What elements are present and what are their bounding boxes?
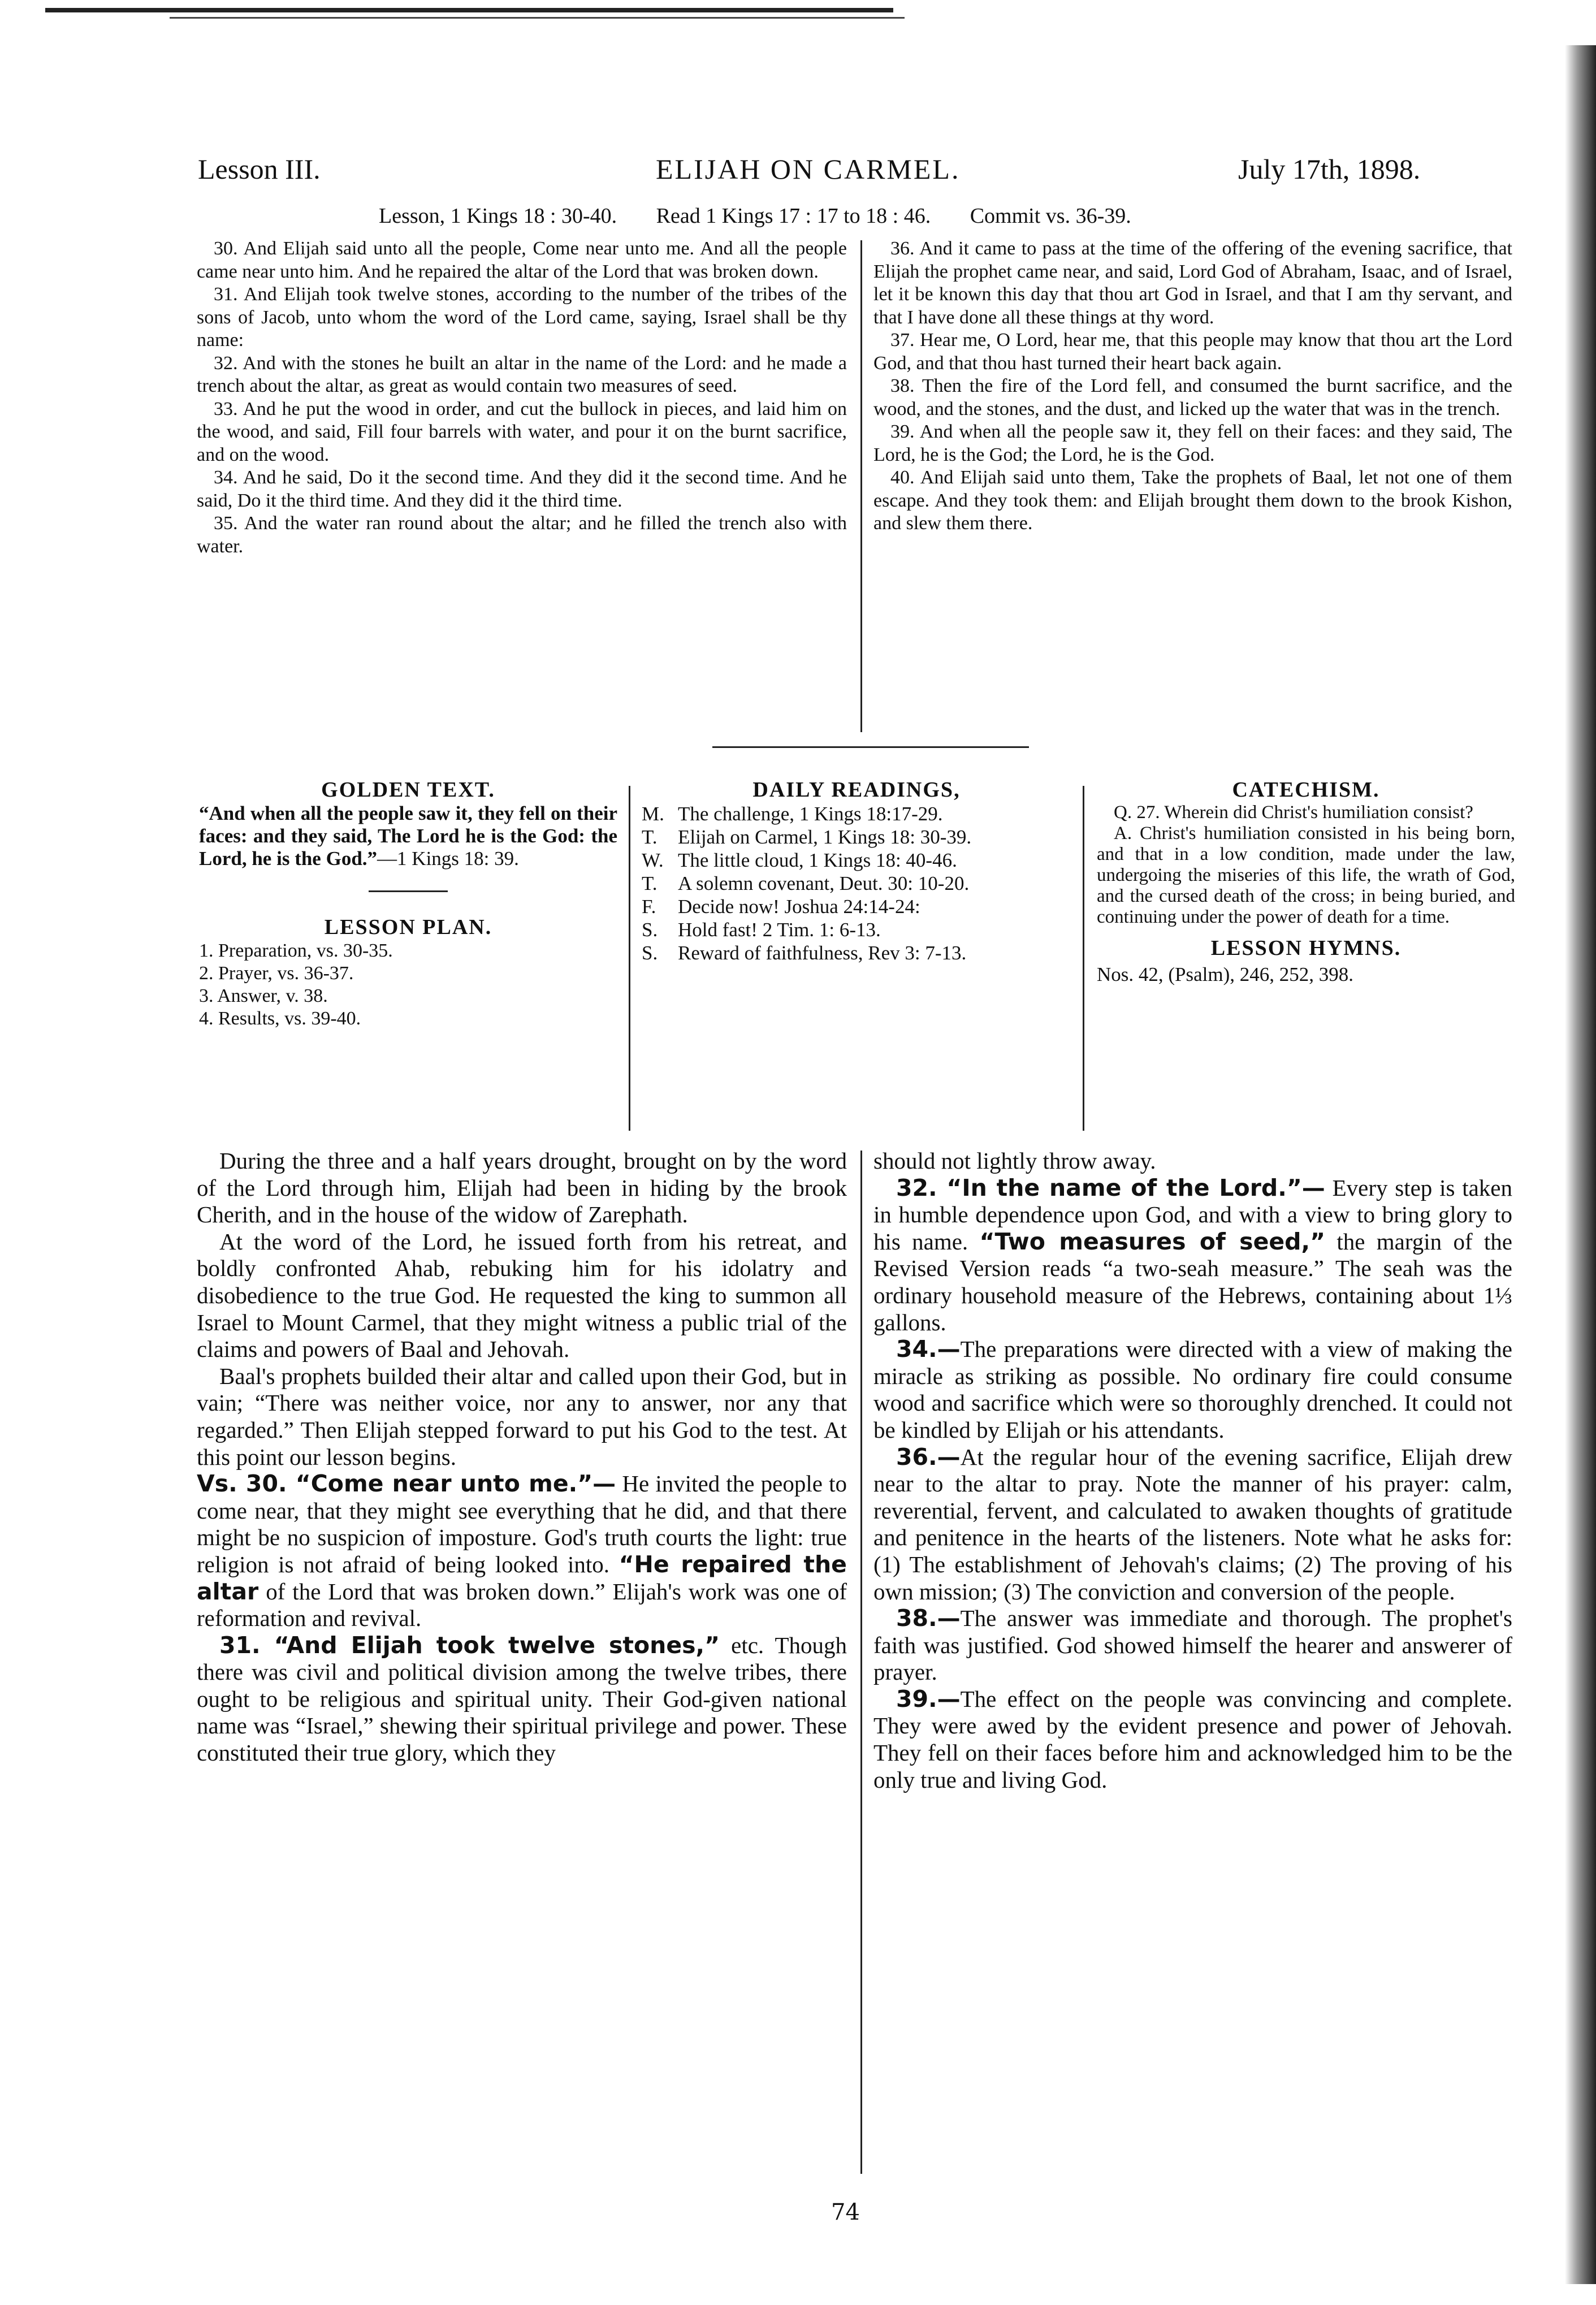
- verse-37: 37. Hear me, O Lord, hear me, that this people may know that thou art the Lord God, and that thou hast turned their heart back again.: [873, 330, 1512, 374]
- commentary-divider: [860, 1151, 862, 2174]
- reading-item: T. A solemn covenant, Deut. 30: 10-20.: [642, 872, 970, 894]
- commentary-para: 31. “And Elijah took twelve stones,” etc. Though there was civil and political division among the twelve tribes, there ought to be religious and spiritual unity. Their God-given national name was “Israel,” shewing their spiritual privilege and power. These constituted their true glory, which they: [197, 1631, 847, 1766]
- commentary-para: 36.—At the regular hour of the evening sacrifice, Elijah drew near to the altar to pray. Note the manner of his prayer: calm, reverential, fervent, and calculated to awaken thoughts of gratitude and penitence in the hearts of the listeners. Note what he asks for: (1) The establishment of Jehovah's claims; (2) The proving of his own mission; (3) The conviction and conversion of the people.: [873, 1443, 1512, 1605]
- verse-32: 32. And with the stones he built an altar in the name of the Lord: and he made a trench about the altar, as great as would contain two measures of seed.: [197, 352, 847, 396]
- commentary-para: should not lightly throw away.: [873, 1148, 1156, 1174]
- reading-item: T. Elijah on Carmel, 1 Kings 18: 30-39.: [642, 826, 972, 848]
- catechism-question: Q. 27. Wherein did Christ's humiliation consist?: [1114, 802, 1473, 823]
- daily-readings-box: [642, 777, 1071, 965]
- commentary-right: [873, 1148, 1512, 1793]
- golden-text-quote: “And when all the people saw it, they fell on their faces: and they said, The Lord he is the God: the Lord, he is the God.”: [199, 802, 617, 870]
- reading-item: M. The challenge, 1 Kings 18:17-29.: [642, 803, 943, 825]
- verse-heading: 38.—: [896, 1605, 961, 1632]
- golden-text-box: [199, 777, 617, 1030]
- commentary-para: 38.—The answer was immediate and thorough. The prophet's faith was justified. God showed himself the hearer and answerer of prayer.: [873, 1605, 1512, 1685]
- box-divider-1: [629, 786, 630, 1131]
- verse-heading: 36.—: [896, 1443, 961, 1471]
- lesson-date: July 17th, 1898.: [1238, 153, 1421, 185]
- scripture-bottom-rule: [712, 746, 1029, 748]
- read-ref: Read 1 Kings 17 : 17 to 18 : 46.: [656, 204, 931, 228]
- verse-heading: Vs. 30. “Come near unto me.”—: [197, 1470, 616, 1498]
- catechism-title: CATECHISM.: [1232, 778, 1380, 802]
- verse-heading: 34.—: [896, 1335, 961, 1363]
- lesson-plan-title: LESSON PLAN.: [324, 915, 492, 939]
- verse-30: 30. And Elijah said unto all the people, Come near unto me. And all the people came near unto him. And he repaired the altar of the Lord that was broken down.: [197, 238, 847, 282]
- lesson-plan-item: 2. Prayer, vs. 36-37.: [199, 963, 354, 984]
- golden-text-title: GOLDEN TEXT.: [321, 778, 495, 802]
- lesson-plan-item: 3. Answer, v. 38.: [199, 985, 328, 1006]
- golden-text-ref: —1 Kings 18: 39.: [377, 847, 519, 870]
- verse-36: 36. And it came to pass at the time of the offering of the evening sacrifice, that Elijah the prophet came near, and said, Lord God of Abraham, Isaac, and of Israel, let it be known this day that thou art God in Israel, and that I am thy servant, and that I have done all these things at thy word.: [873, 238, 1512, 328]
- scripture-left: [197, 237, 847, 558]
- lesson-plan-item: 4. Results, vs. 39-40.: [199, 1008, 361, 1029]
- commentary-para: 32. “In the name of the Lord.”— Every step is taken in humble dependence upon God, and with a view to bring glory to his name. “Two measures of seed,” the margin of the Revised Version reads “a two-seah measure.” The seah was the ordinary household measure of the Hebrews, containing about 1⅓ gallons.: [873, 1174, 1513, 1335]
- commentary-para: Vs. 30. “Come near unto me.”— He invited the people to come near, that they might see everything that he did, and that there might be no suspicion of imposture. God's truth courts the light: true religion is not afraid of being looked into. “He repaired the altar of the Lord that was broken down.” Elijah's work was one of reformation and revival.: [197, 1470, 847, 1632]
- top-rule-thin: [170, 17, 905, 19]
- verse-heading: 39.—: [896, 1685, 961, 1712]
- verse-heading: 32. “In the name of the Lord.”—: [896, 1174, 1325, 1201]
- top-rule: [45, 8, 893, 12]
- reading-item: S. Reward of faithfulness, Rev 3: 7-13.: [642, 942, 967, 964]
- page-number: 74: [831, 2199, 860, 2225]
- verse-33: 33. And he put the wood in order, and cut the bullock in pieces, and laid him on the wood, and said, Fill four barrels with water, and pour it on the burnt sacrifice, and on the wood.: [197, 398, 847, 465]
- commentary-para: At the word of the Lord, he issued forth from his retreat, and boldly confronted Ahab, rebuking him for his idolatry and disobedience to the true God. He requested the king to summon all Israel to Mount Carmel, that they might witness a public trial of the claims and powers of Baal and Jehovah.: [197, 1228, 847, 1363]
- commentary-left: [197, 1148, 847, 1767]
- commentary-para: 39.—The effect on the people was convincing and complete. They were awed by the evident presence and power of Jehovah. They fell on their faces before him and acknowledged him to be the only true and living God.: [873, 1685, 1512, 1793]
- lesson-number: Lesson III.: [198, 153, 321, 185]
- golden-divider: [369, 890, 448, 892]
- commit-ref: Commit vs. 36-39.: [970, 204, 1131, 228]
- reading-item: F. Decide now! Joshua 24:14-24:: [642, 896, 920, 918]
- verse-31: 31. And Elijah took twelve stones, according to the number of the tribes of the sons of Jacob, unto whom the word of the Lord came, saying, Israel shall be thy name:: [197, 284, 847, 351]
- verse-35: 35. And the water ran round about the altar; and he filled the trench also with water.: [197, 513, 847, 557]
- verse-34: 34. And he said, Do it the second time. And they did it the second time. And he said, Do it the third time. And they did it the third time.: [197, 467, 847, 511]
- box-divider-2: [1083, 786, 1084, 1131]
- verse-heading: “Two measures of seed,”: [979, 1227, 1326, 1255]
- lesson-plan-list: [199, 940, 617, 1030]
- lesson-ref: Lesson, 1 Kings 18 : 30-40.: [379, 204, 617, 228]
- lesson-references: [379, 204, 1165, 228]
- scripture-divider: [860, 240, 862, 732]
- commentary-para: Baal's prophets builded their altar and called upon their God, but in vain; “There was neither voice, nor any to answer, nor any that regarded.” Then Elijah stepped forward to put his God to the test. At this point our lesson begins.: [197, 1363, 847, 1470]
- verse-40: 40. And Elijah said unto them, Take the prophets of Baal, let not one of them escape. And they took them: and Elijah brought them down to the brook Kishon, and slew them there.: [873, 467, 1512, 534]
- page-title: ELIJAH ON CARMEL.: [656, 153, 961, 185]
- scripture-right: [873, 237, 1512, 535]
- reading-item: W. The little cloud, 1 Kings 18: 40-46.: [642, 849, 957, 871]
- daily-readings-title: DAILY READINGS,: [752, 778, 961, 802]
- lesson-hymns-title: LESSON HYMNS.: [1210, 936, 1402, 960]
- verse-39: 39. And when all the people saw it, they fell on their faces: and they said, The Lord, he is the God; the Lord, he is the God.: [873, 421, 1512, 465]
- daily-readings-list: [642, 802, 1071, 965]
- lesson-hymns-text: Nos. 42, (Psalm), 246, 252, 398.: [1097, 963, 1354, 985]
- verse-heading: 31. “And Elijah took twelve stones,”: [219, 1631, 720, 1659]
- page-edge-shadow: [1565, 45, 1596, 2284]
- catechism-answer: A. Christ's humiliation consisted in his being born, and that in a low condition, made under the law, undergoing the miseries of this life, the wrath of God, and the cursed death of the cross; in being buried, and continuing under the power of death for a time.: [1097, 823, 1515, 927]
- catechism-box: [1097, 777, 1515, 985]
- verse-38: 38. Then the fire of the Lord fell, and consumed the burnt sacrifice, and the wood, and the stones, and the dust, and licked up the water that was in the trench.: [873, 375, 1512, 420]
- commentary-para: 34.—The preparations were directed with a view of making the miracle as striking as possible. No ordinary fire could consume wood and sacrifice which were so thoroughly drenched. It could not be kindled by Elijah or his attendants.: [873, 1335, 1512, 1443]
- commentary-para: During the three and a half years drought, brought on by the word of the Lord through him, Elijah had been in hiding by the brook Cherith, and in the house of the widow of Zarephath.: [197, 1148, 847, 1228]
- lesson-plan-item: 1. Preparation, vs. 30-35.: [199, 940, 393, 961]
- verse-heading: “He repaired the altar: [197, 1550, 847, 1605]
- reading-item: S. Hold fast! 2 Tim. 1: 6-13.: [642, 919, 881, 941]
